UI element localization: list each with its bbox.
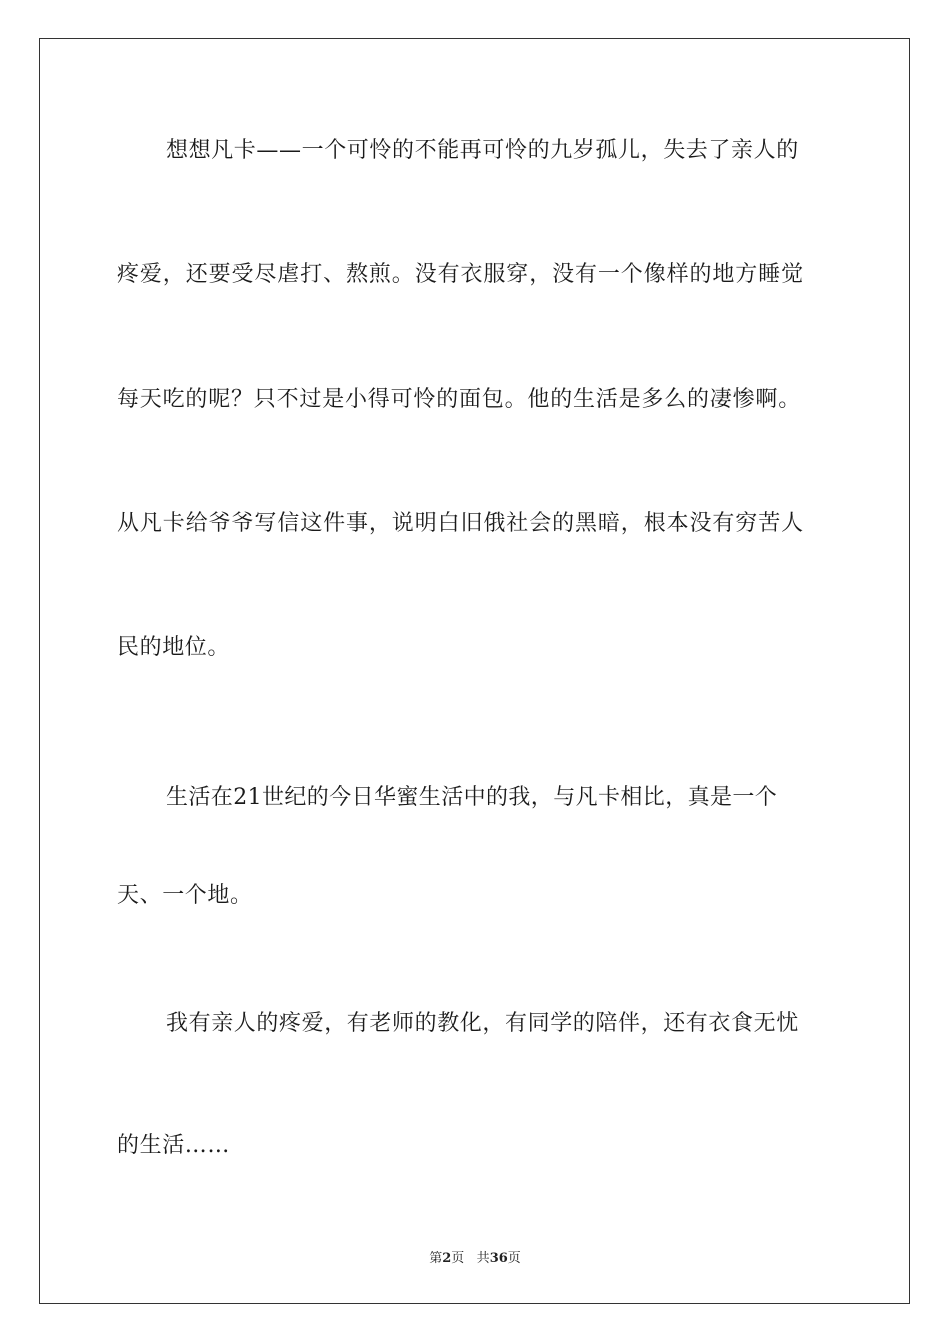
paragraph-3-line-2: 的生活……: [117, 1133, 231, 1158]
page-prefix: 第: [429, 1251, 443, 1266]
total-pages: 36: [489, 1251, 508, 1266]
paragraph-1-line-2: 疼爱，还要受尽虐打、熬煎。没有衣服穿，没有一个像样的地方睡觉: [117, 262, 805, 287]
paragraph-1-line-1: 想想凡卡——一个可怜的不能再可怜的九岁孤儿，失去了亲人的: [166, 138, 799, 163]
page-number: 2: [442, 1251, 452, 1266]
page-suffix: 页: [451, 1251, 465, 1266]
paragraph-1-line-3: 每天吃的呢？只不过是小得可怜的面包。他的生活是多么的凄惨啊。: [117, 387, 802, 412]
paragraph-3-line-1: 我有亲人的疼爱，有老师的教化，有同学的陪伴，还有衣食无忧: [166, 1011, 799, 1036]
total-suffix: 页: [507, 1251, 521, 1266]
page-footer: [0, 1247, 950, 1266]
paragraph-1-line-4: 从凡卡给爷爷写信这件事，说明白旧俄社会的黑暗，根本没有穷苦人: [117, 511, 805, 536]
total-prefix: 共: [476, 1251, 490, 1266]
paragraph-2-line-1: 生活在21世纪的今日华蜜生活中的我，与凡卡相比，真是一个: [166, 785, 778, 810]
paragraph-2-line-2: 天、一个地。: [117, 883, 253, 908]
page-border: [39, 38, 910, 1304]
paragraph-1-line-5: 民的地位。: [117, 635, 231, 660]
